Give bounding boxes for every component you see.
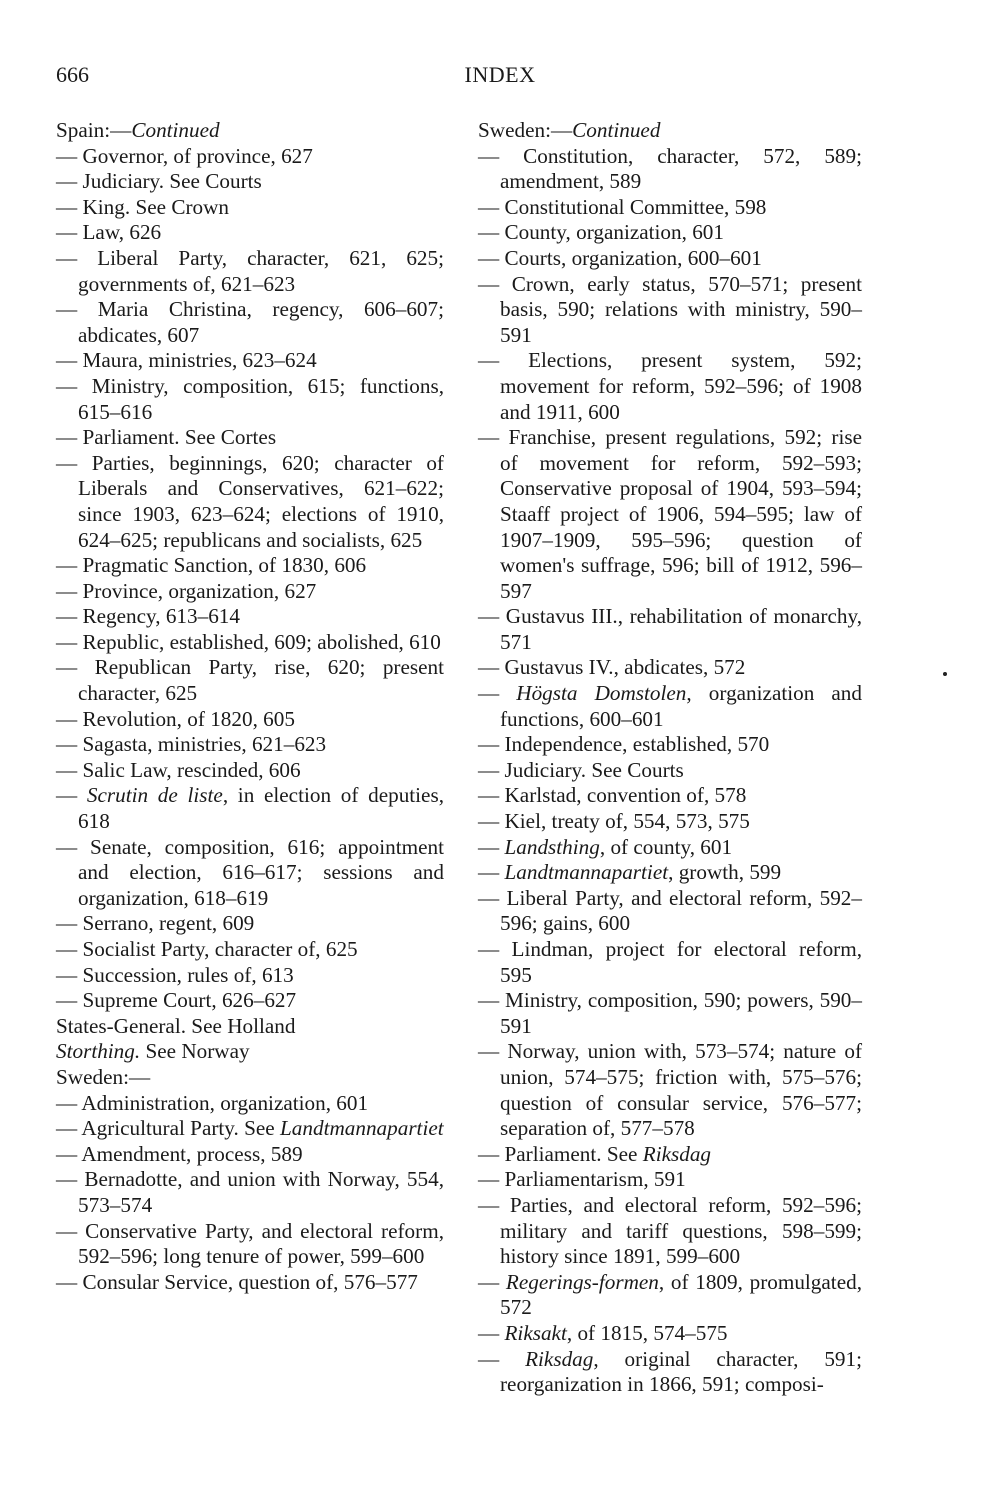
index-entry <box>478 758 862 784</box>
index-entry <box>56 1091 444 1117</box>
index-entry <box>478 272 862 349</box>
entry-text: Regerings-formen <box>505 1269 659 1294</box>
entry-text: — Maura, ministries, 623–624 <box>56 348 317 373</box>
left-column <box>56 118 444 1295</box>
index-entry <box>56 1142 444 1168</box>
index-entry <box>56 246 444 297</box>
entry-text: — Senate, composition, 616; appointment and election, 616–617; sessions and organization, 618–619 <box>56 834 444 910</box>
entry-text: — Bernadotte, and union with Norway, 554, 573–574 <box>56 1167 444 1217</box>
entry-text: — Regency, 613–614 <box>56 604 240 629</box>
index-entry <box>478 860 862 886</box>
index-heading <box>478 118 862 144</box>
index-entry <box>56 553 444 579</box>
index-entry <box>478 604 862 655</box>
index-entry <box>478 783 862 809</box>
entry-text: , growth, 599 <box>668 860 782 885</box>
entry-text: — King. See Crown <box>56 194 230 219</box>
entry-text: — Ministry, composition, 590; powers, 590–591 <box>478 988 862 1038</box>
entry-text: — Republic, established, 609; abolished, 610 <box>56 629 441 654</box>
index-entry <box>478 144 862 195</box>
entry-text: — <box>478 681 517 706</box>
entry-text: — County, organization, 601 <box>478 220 724 245</box>
entry-text: — <box>478 1269 506 1294</box>
stray-mark <box>943 672 947 676</box>
entry-text: — Revolution, of 1820, 605 <box>56 706 295 731</box>
entry-text: Riksakt <box>504 1320 567 1345</box>
index-entry <box>478 1270 862 1321</box>
page-number: 666 <box>56 62 89 87</box>
entry-text: — Norway, union with, 573–574; nature of union, 574–575; friction with, 575–576; question of consular service, 576–577; separation of, 577–578 <box>478 1039 862 1141</box>
index-entry <box>56 195 444 221</box>
index-entry <box>56 425 444 451</box>
entry-text: — Governor, of province, 627 <box>56 143 313 168</box>
index-heading <box>56 1039 444 1065</box>
entry-text: — Serrano, regent, 609 <box>56 911 255 936</box>
index-entry <box>56 988 444 1014</box>
index-entry <box>56 835 444 912</box>
index-entry <box>478 1193 862 1270</box>
entry-text: — Lindman, project for electoral reform, 595 <box>478 937 862 987</box>
entry-text: — Parliament. See Cortes <box>56 425 277 450</box>
entry-text: , original character, 591; reorganization in 1866, 591; composi- <box>500 1346 862 1397</box>
index-entry <box>56 1270 444 1296</box>
entry-text: , organization and functions, 600–601 <box>500 681 862 731</box>
entry-text: Landtmannapartiet <box>504 860 669 885</box>
entry-text: Högsta Domstolen <box>516 681 687 706</box>
entry-text: Landsthing <box>504 834 600 859</box>
entry-text: — Liberal Party, and electoral reform, 592–596; gains, 600 <box>478 885 862 936</box>
entry-text: — Parties, beginnings, 620; character of Liberals and Conservatives, 621–622; since 1903, 623–624; elections of 1910, 624–625; republicans and socialists, 625 <box>56 450 444 552</box>
index-entry <box>478 886 862 937</box>
index-entry <box>56 783 444 834</box>
entry-text: — Parliament. See <box>478 1141 643 1166</box>
entry-text: See Norway <box>140 1039 250 1064</box>
index-heading <box>56 118 444 144</box>
entry-text: — Conservative Party, and electoral reform, 592–596; long tenure of power, 599–600 <box>56 1218 444 1269</box>
entry-text: — Liberal Party, character, 621, 625; governments of, 621–623 <box>56 245 444 296</box>
index-heading <box>56 1065 444 1091</box>
entry-text: — Courts, organization, 600–601 <box>478 245 762 270</box>
index-entry <box>56 655 444 706</box>
index-entry <box>478 1321 862 1347</box>
entry-text: — Amendment, process, 589 <box>56 1141 303 1166</box>
index-entry <box>478 835 862 861</box>
entry-text: — Franchise, present regulations, 592; rise of movement for reform, 592–593; Conservative proposal of 1904, 593–594; Staaff project of 1906, 594–595; law of 1907–1909, 595–596; question of women's suffrage, 596; bill of 1912, 596–597 <box>478 425 862 603</box>
entry-text: — Gustavus IV., abdicates, 572 <box>478 655 746 680</box>
index-entry <box>56 579 444 605</box>
index-entry <box>478 1039 862 1141</box>
entry-text: — Salic Law, rescinded, 606 <box>56 757 301 782</box>
index-entry <box>56 348 444 374</box>
index-entry <box>478 937 862 988</box>
entry-text: — <box>478 834 505 859</box>
index-entry <box>478 1142 862 1168</box>
index-entry <box>478 348 862 425</box>
entry-text: — Crown, early status, 570–571; present basis, 590; relations with ministry, 590–591 <box>478 271 862 347</box>
page-title: INDEX <box>464 62 536 87</box>
entry-text: — <box>478 860 505 885</box>
entry-text: Riksdag <box>525 1346 594 1371</box>
entry-text: Riksdag <box>642 1141 712 1166</box>
index-entry <box>478 246 862 272</box>
index-entry <box>478 195 862 221</box>
index-entry <box>56 707 444 733</box>
entry-text: — Judiciary. See Courts <box>478 757 684 782</box>
entry-text: Scrutin de liste <box>86 783 223 808</box>
entry-text: — Judiciary. See Courts <box>56 169 262 194</box>
entry-text: — Sagasta, ministries, 621–623 <box>56 732 327 757</box>
entry-text: — <box>478 1346 526 1371</box>
index-entry <box>56 297 444 348</box>
entry-text: — Supreme Court, 626–627 <box>56 988 297 1013</box>
index-entry <box>56 758 444 784</box>
entry-text: — Independence, established, 570 <box>478 732 770 757</box>
entry-text: — Consular Service, question of, 576–577 <box>56 1269 418 1294</box>
entry-text: , in election of deputies, 618 <box>78 783 445 834</box>
index-entry <box>56 911 444 937</box>
index-entry <box>56 1167 444 1218</box>
entry-text: — Parties, and electoral reform, 592–596; military and tariff questions, 598–599; history since 1891, 599–600 <box>478 1192 862 1269</box>
entry-text: — Pragmatic Sanction, of 1830, 606 <box>56 553 367 578</box>
entry-text: — Administration, organization, 601 <box>56 1090 369 1115</box>
entry-text: — Constitutional Committee, 598 <box>478 194 767 219</box>
entry-text: — Gustavus III., rehabilitation of monarchy, 571 <box>478 604 862 654</box>
entry-text: — Province, organization, 627 <box>56 578 317 603</box>
index-entry <box>478 809 862 835</box>
entry-text: — Law, 626 <box>56 220 162 245</box>
entry-text: — Parliamentarism, 591 <box>478 1167 686 1192</box>
entry-text: , of 1809, promulgated, 572 <box>500 1269 862 1320</box>
entry-text: , of 1815, 574–575 <box>566 1320 728 1345</box>
entry-text: — <box>56 783 87 808</box>
entry-text: , of county, 601 <box>599 834 733 859</box>
index-entry <box>56 732 444 758</box>
index-entry <box>56 220 444 246</box>
index-entry <box>56 451 444 553</box>
index-entry <box>478 681 862 732</box>
entry-text: — Succession, rules of, 613 <box>56 962 294 987</box>
index-entry <box>56 169 444 195</box>
entry-text: Storthing. <box>56 1039 141 1064</box>
index-entry <box>56 963 444 989</box>
entry-text: — Ministry, composition, 615; functions, 615–616 <box>56 373 444 424</box>
index-entry <box>56 604 444 630</box>
index-entry <box>478 220 862 246</box>
entry-text: Spain:— <box>56 118 132 142</box>
index-entry <box>478 1347 862 1398</box>
entry-text: States-General. See Holland <box>56 1013 296 1038</box>
entry-text: — Karlstad, convention of, 578 <box>478 783 747 808</box>
index-entry <box>478 425 862 604</box>
index-entry <box>478 988 862 1039</box>
index-entry <box>56 1116 444 1142</box>
index-entry <box>56 937 444 963</box>
index-entry <box>56 374 444 425</box>
entry-text: Continued <box>131 118 220 142</box>
entry-text: — Agricultural Party. See <box>56 1116 280 1141</box>
entry-text: — Constitution, character, 572, 589; amendment, 589 <box>478 143 862 194</box>
entry-text: — Elections, present system, 592; movement for reform, 592–596; of 1908 and 1911, 600 <box>478 348 862 424</box>
index-entry <box>56 144 444 170</box>
index-entry <box>56 1219 444 1270</box>
index-entry <box>56 630 444 656</box>
entry-text: — Republican Party, rise, 620; present character, 625 <box>56 655 444 706</box>
index-entry <box>478 1167 862 1193</box>
entry-text: Sweden:— <box>478 118 573 142</box>
entry-text: — Maria Christina, regency, 606–607; abdicates, 607 <box>56 297 444 347</box>
entry-text: — <box>478 1320 505 1345</box>
entry-text: Landtmannapartiet <box>280 1116 444 1141</box>
entry-text: — Socialist Party, character of, 625 <box>56 937 358 961</box>
index-heading <box>56 1014 444 1040</box>
entry-text: Sweden:— <box>56 1064 151 1089</box>
index-entry <box>478 655 862 681</box>
entry-text: Continued <box>572 118 661 142</box>
index-entry <box>478 732 862 758</box>
entry-text: — Kiel, treaty of, 554, 573, 575 <box>478 809 750 834</box>
right-column <box>478 118 862 1398</box>
